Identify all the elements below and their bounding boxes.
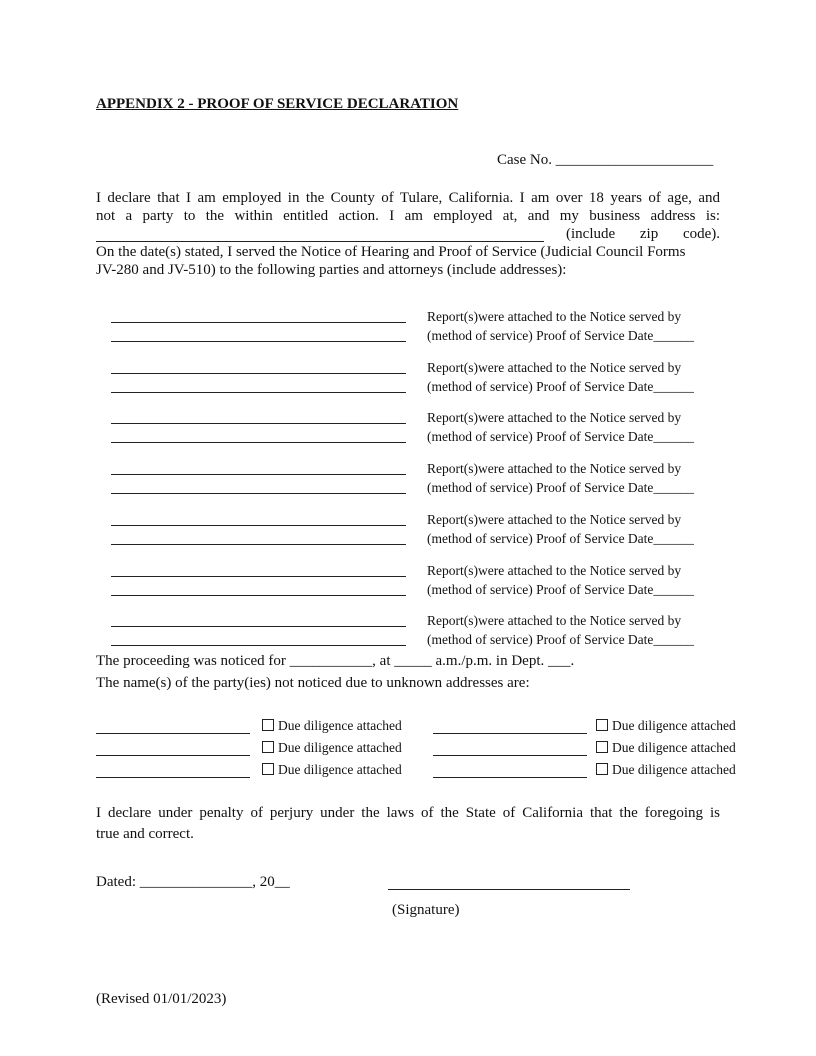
party-address-line[interactable] (111, 392, 406, 393)
due-diligence-label: Due diligence attached (278, 762, 402, 777)
signature-label: (Signature) (392, 902, 460, 918)
due-diligence-label: Due diligence attached (278, 718, 402, 733)
unknown-address-line: The name(s) of the party(ies) not noticed due to unknown addresses are: (96, 675, 530, 691)
party-address-line[interactable] (111, 595, 406, 596)
party-name-line[interactable] (111, 322, 406, 323)
service-method-text: (method of service) Proof of Service Date______ (427, 429, 694, 445)
declaration-line-1: I declare that I am employed in the County of Tulare, California. I am over 18 years of age, and (96, 190, 720, 206)
service-method-text: (method of service) Proof of Service Date______ (427, 378, 694, 394)
service-method-text: (method of service) Proof of Service Date______ (427, 530, 694, 546)
perjury-line-2: true and correct. (96, 826, 194, 842)
party-name-line[interactable] (111, 525, 406, 526)
checkbox-icon[interactable] (262, 719, 274, 731)
party-name-line[interactable] (111, 576, 406, 577)
due-diligence-item (262, 718, 402, 734)
unnoticed-party-line[interactable] (433, 733, 587, 734)
declaration-line-5: JV-280 and JV-510) to the following parties and attorneys (include addresses): (96, 262, 567, 278)
due-diligence-item (596, 762, 736, 778)
party-name-line[interactable] (111, 626, 406, 627)
unnoticed-party-line[interactable] (433, 755, 587, 756)
party-address-line[interactable] (111, 442, 406, 443)
revised-date: (Revised 01/01/2023) (96, 991, 227, 1007)
checkbox-icon[interactable] (262, 763, 274, 775)
service-report-text: Report(s)were attached to the Notice served by (427, 511, 682, 527)
service-method-text: (method of service) Proof of Service Date______ (427, 328, 694, 343)
due-diligence-item (262, 740, 402, 756)
due-diligence-label: Due diligence attached (612, 740, 736, 755)
service-report-text: Report(s)were attached to the Notice served by (427, 359, 682, 375)
service-report-text: Report(s)were attached to the Notice served by (427, 562, 682, 578)
dated-field[interactable]: Dated: _______________, 20__ (96, 874, 290, 890)
checkbox-icon[interactable] (262, 741, 274, 753)
party-name-line[interactable] (111, 373, 406, 374)
unnoticed-party-line[interactable] (96, 755, 250, 756)
service-method-text: (method of service) Proof of Service Date______ (427, 632, 694, 648)
due-diligence-label: Due diligence attached (278, 740, 402, 755)
due-diligence-item (596, 740, 736, 756)
party-address-line[interactable] (111, 493, 406, 494)
service-method-text: (method of service) Proof of Service Date______ (427, 480, 694, 496)
service-method-text: (method of service) Proof of Service Date______ (427, 581, 694, 597)
unnoticed-party-line[interactable] (96, 777, 250, 778)
page-title: APPENDIX 2 - PROOF OF SERVICE DECLARATION (96, 96, 459, 112)
declaration-line-4: On the date(s) stated, I served the Notice of Hearing and Proof of Service (Judicial Council Forms (96, 244, 686, 260)
party-address-line[interactable] (111, 645, 406, 646)
party-address-line[interactable] (111, 341, 406, 342)
party-name-line[interactable] (111, 474, 406, 475)
checkbox-icon[interactable] (596, 719, 608, 731)
checkbox-icon[interactable] (596, 763, 608, 775)
service-report-text: Report(s)were attached to the Notice served by (427, 461, 682, 477)
declaration-line-3: (include zip code). (566, 226, 720, 242)
due-diligence-label: Due diligence attached (612, 762, 736, 777)
business-address-line[interactable] (96, 241, 544, 242)
service-report-text: Report(s)were attached to the Notice served by (427, 613, 682, 629)
checkbox-icon[interactable] (596, 741, 608, 753)
unnoticed-party-line[interactable] (96, 733, 250, 734)
noticed-line: The proceeding was noticed for ___________, at _____ a.m./p.m. in Dept. ___. (96, 653, 575, 669)
unnoticed-party-line[interactable] (433, 777, 587, 778)
due-diligence-label: Due diligence attached (612, 718, 736, 733)
service-report-text: Report(s)were attached to the Notice served by (427, 309, 682, 324)
party-name-line[interactable] (111, 423, 406, 424)
party-address-line[interactable] (111, 544, 406, 545)
service-report-text: Report(s)were attached to the Notice served by (427, 410, 682, 426)
declaration-line-2: not a party to the within entitled action. I am employed at, and my business address is: (96, 208, 720, 224)
due-diligence-item (262, 762, 402, 778)
case-number-field[interactable]: Case No. _____________________ (497, 152, 714, 168)
perjury-line-1: I declare under penalty of perjury under the laws of the State of California that the foregoing is (96, 805, 720, 821)
due-diligence-item (596, 718, 736, 734)
signature-line[interactable] (388, 889, 630, 890)
